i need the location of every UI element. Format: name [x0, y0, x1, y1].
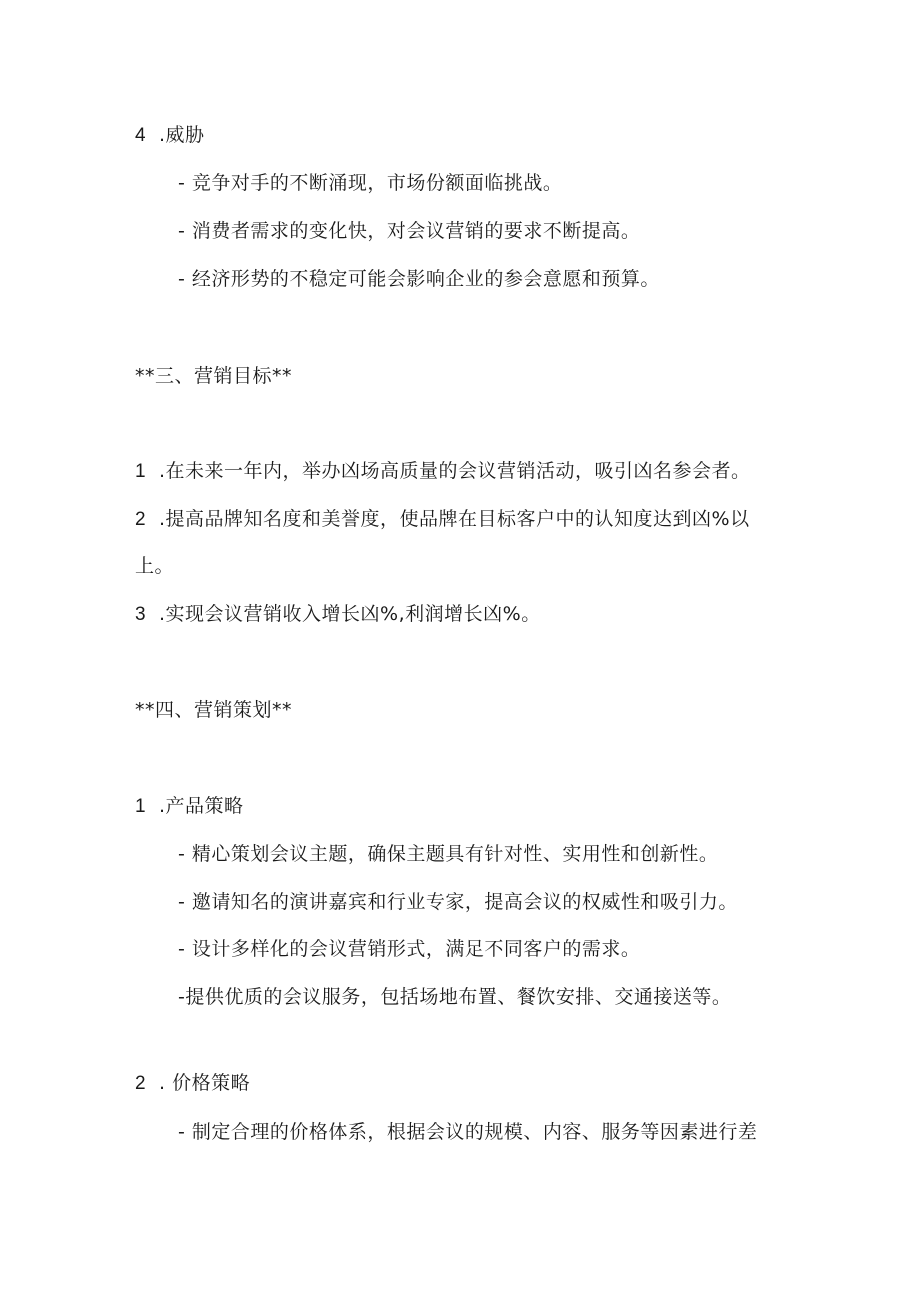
item-text: .实现会议营销收入增长凶%,利润增长凶%。 — [159, 603, 541, 625]
price-strategy-item: - 制定合理的价格体系，根据会议的规模、内容、服务等因素进行差 — [178, 1121, 758, 1143]
goal-item-continuation: 上。 — [135, 555, 175, 577]
heading-text: . 价格策略 — [159, 1072, 251, 1094]
heading-number: 2 — [135, 1073, 147, 1094]
goal-item — [135, 459, 751, 484]
threat-item: - 竞争对手的不断涌现，市场份额面临挑战。 — [178, 172, 563, 194]
item-number: 1 — [135, 461, 147, 482]
item-text: .提高品牌知名度和美誉度，使品牌在目标客户中的认知度达到凶%以 — [159, 508, 750, 530]
threat-item: - 消费者需求的变化快，对会议营销的要求不断提高。 — [178, 220, 641, 242]
goal-item — [135, 602, 541, 627]
heading-number: 4 — [135, 125, 147, 146]
threat-item: - 经济形势的不稳定可能会影响企业的参会意愿和预算。 — [178, 268, 660, 290]
section-title-marketing-goals: **三、营销目标** — [135, 365, 293, 387]
heading-text: .产品策略 — [159, 795, 244, 817]
product-strategy-item: -提供优质的会议服务，包括场地布置、餐饮安排、交通接送等。 — [178, 986, 732, 1008]
section-title-marketing-plan: **四、营销策划** — [135, 699, 293, 721]
threats-heading — [135, 123, 205, 148]
heading-text: .威胁 — [159, 124, 205, 146]
product-strategy-item: - 设计多样化的会议营销形式，满足不同客户的需求。 — [178, 938, 641, 960]
product-strategy-item: - 精心策划会议主题，确保主题具有针对性、实用性和创新性。 — [178, 843, 719, 865]
item-number: 2 — [135, 509, 147, 530]
product-strategy-heading — [135, 794, 244, 819]
product-strategy-item: - 邀请知名的演讲嘉宾和行业专家，提高会议的权威性和吸引力。 — [178, 891, 738, 913]
heading-number: 1 — [135, 796, 147, 817]
item-number: 3 — [135, 604, 147, 625]
price-strategy-heading — [135, 1071, 250, 1096]
goal-item — [135, 507, 750, 532]
item-text: .在未来一年内，举办凶场高质量的会议营销活动，吸引凶名参会者。 — [159, 460, 751, 482]
